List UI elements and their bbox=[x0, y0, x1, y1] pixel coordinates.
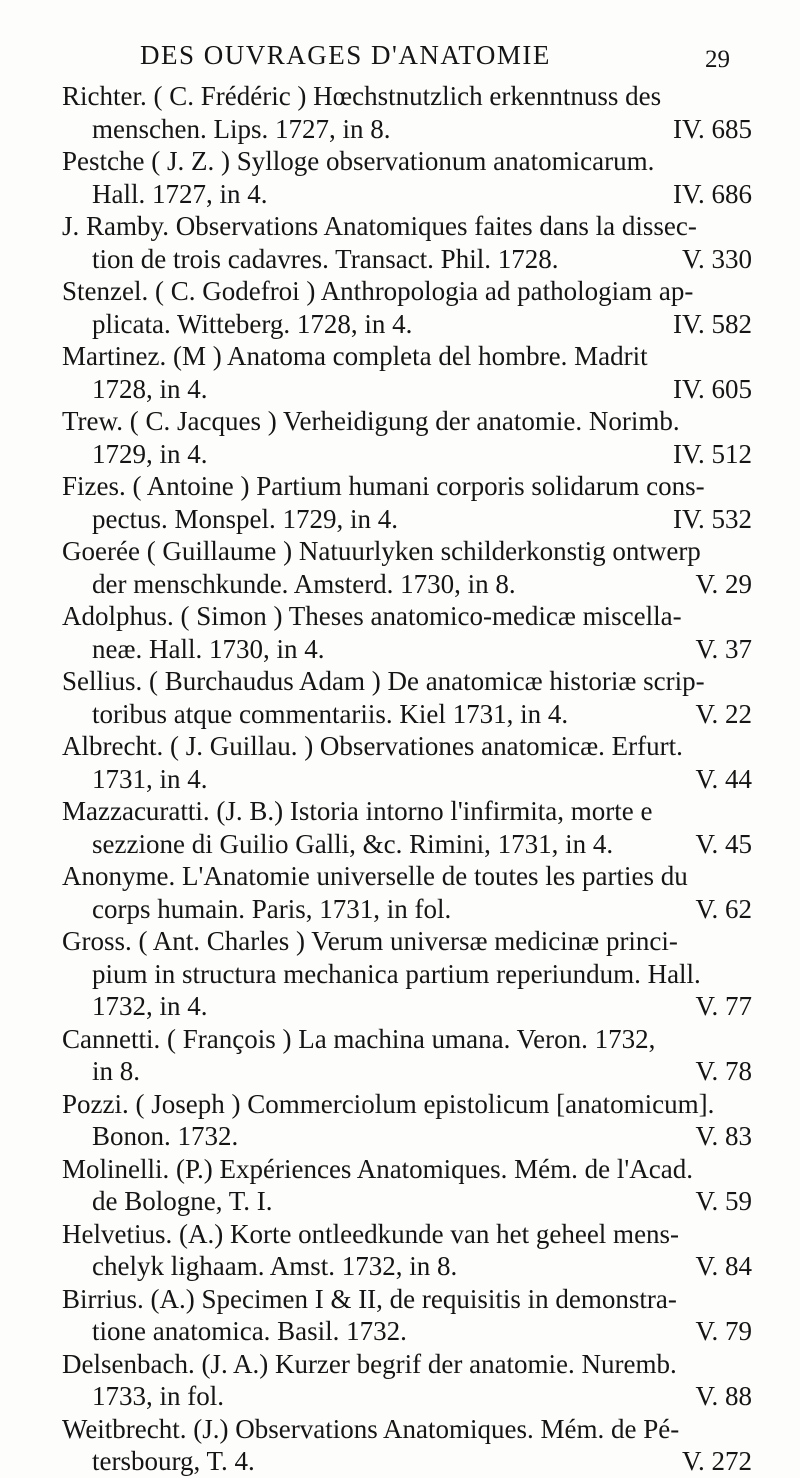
entry-line bbox=[62, 893, 752, 926]
bibliography-entry bbox=[62, 80, 752, 145]
volume-page-reference: IV. 512 bbox=[672, 438, 752, 469]
entry-text: Delsenbach. (J. A.) Kurzer begrif der anatomie. Nuremb. bbox=[62, 1348, 677, 1379]
bibliography-entry bbox=[62, 600, 752, 665]
bibliography-entry bbox=[62, 925, 752, 1023]
entry-line bbox=[62, 210, 752, 243]
entry-line bbox=[62, 1153, 752, 1186]
volume-page-reference: IV. 582 bbox=[672, 308, 752, 339]
entry-line bbox=[62, 795, 752, 828]
bibliography-entry bbox=[62, 210, 752, 275]
bibliography-entry bbox=[62, 405, 752, 470]
entry-text: Mazzacuratti. (J. B.) Istoria intorno l'infirmita, morte e bbox=[62, 796, 653, 826]
entry-text: Goerée ( Guillaume ) Natuurlyken schilderkonstig ontwerp bbox=[62, 536, 701, 566]
entry-line bbox=[62, 1250, 752, 1283]
bibliography-list bbox=[62, 80, 752, 1478]
bibliography-entry bbox=[62, 275, 752, 340]
entry-line bbox=[62, 828, 752, 861]
entry-line bbox=[62, 1413, 752, 1446]
entry-line bbox=[62, 405, 752, 438]
entry-line bbox=[62, 665, 752, 698]
entry-line bbox=[62, 1380, 752, 1413]
entry-line bbox=[62, 600, 752, 633]
entry-text: Helvetius. (A.) Korte ontleedkunde van het geheel mens- bbox=[62, 1218, 680, 1249]
entry-line bbox=[62, 373, 752, 406]
entry-line bbox=[62, 340, 752, 373]
entry-text: Molinelli. (P.) Expériences Anatomiques. Mém. de l'Acad. bbox=[62, 1153, 693, 1184]
entry-line bbox=[62, 275, 752, 308]
entry-text: tersbourg, T. 4. bbox=[92, 1446, 255, 1476]
volume-page-reference: V. 272 bbox=[681, 1446, 752, 1476]
volume-page-reference: IV. 532 bbox=[672, 503, 752, 534]
volume-page-reference: IV. 686 bbox=[672, 178, 752, 209]
entry-text: tion de trois cadavres. Transact. Phil. 1728. bbox=[92, 243, 559, 274]
volume-page-reference: V. 84 bbox=[695, 1251, 752, 1281]
entry-text: toribus atque commentariis. Kiel 1731, in 4. bbox=[92, 698, 569, 729]
volume-page-reference: IV. 605 bbox=[672, 373, 752, 404]
entry-text: de Bologne, T. I. bbox=[92, 1186, 273, 1216]
entry-line bbox=[62, 763, 752, 796]
bibliography-entry bbox=[62, 1023, 752, 1088]
bibliography-entry bbox=[62, 665, 752, 730]
volume-page-reference: V. 78 bbox=[695, 1056, 752, 1086]
volume-page-reference: V. 45 bbox=[695, 828, 752, 859]
running-title: DES OUVRAGES D'ANATOMIE bbox=[140, 40, 551, 70]
entry-line bbox=[62, 178, 752, 211]
volume-page-reference: V. 77 bbox=[695, 991, 752, 1021]
entry-text: Adolphus. ( Simon ) Theses anatomico-medicæ miscella- bbox=[62, 601, 682, 631]
entry-text: Pozzi. ( Joseph ) Commerciolum epistolicum [anatomicum]. bbox=[62, 1088, 715, 1119]
entry-text: 1732, in 4. bbox=[92, 991, 208, 1021]
bibliography-entry bbox=[62, 1218, 752, 1283]
entry-text: neæ. Hall. 1730, in 4. bbox=[92, 633, 325, 664]
entry-line bbox=[62, 470, 752, 503]
entry-line bbox=[62, 568, 752, 601]
volume-page-reference: V. 22 bbox=[695, 698, 752, 729]
bibliography-entry bbox=[62, 730, 752, 795]
entry-line bbox=[62, 438, 752, 471]
entry-text: sezzione di Guilio Galli, &c. Rimini, 1731, in 4. bbox=[92, 828, 614, 859]
volume-page-reference: IV. 685 bbox=[672, 113, 752, 144]
entry-text: plicata. Witteberg. 1728, in 4. bbox=[92, 308, 413, 339]
entry-text: 1728, in 4. bbox=[92, 373, 208, 404]
entry-line bbox=[62, 1120, 752, 1153]
entry-line bbox=[62, 535, 752, 568]
volume-page-reference: V. 44 bbox=[695, 763, 752, 794]
entry-text: menschen. Lips. 1727, in 8. bbox=[92, 113, 391, 144]
entry-text: in 8. bbox=[92, 1056, 141, 1086]
entry-line bbox=[62, 1445, 752, 1478]
entry-line bbox=[62, 1283, 752, 1316]
bibliography-entry bbox=[62, 860, 752, 925]
bibliography-entry bbox=[62, 535, 752, 600]
entry-line bbox=[62, 1055, 752, 1088]
volume-page-reference: V. 37 bbox=[695, 633, 752, 664]
entry-text: Trew. ( C. Jacques ) Verheidigung der anatomie. Norimb. bbox=[62, 406, 680, 436]
entry-line bbox=[62, 633, 752, 666]
entry-text: Weitbrecht. (J.) Observations Anatomiques. Mém. de Pé- bbox=[62, 1413, 680, 1444]
entry-line bbox=[62, 698, 752, 731]
entry-text: Sellius. ( Burchaudus Adam ) De anatomicæ historiæ scrip- bbox=[62, 666, 705, 696]
entry-text: 1731, in 4. bbox=[92, 763, 208, 794]
volume-page-reference: V. 330 bbox=[681, 243, 752, 274]
volume-page-reference: V. 83 bbox=[695, 1121, 752, 1151]
entry-text: pectus. Monspel. 1729, in 4. bbox=[92, 503, 398, 534]
entry-text: Anonyme. L'Anatomie universelle de toutes les parties du bbox=[62, 861, 688, 891]
entry-line bbox=[62, 1348, 752, 1381]
page-number: 29 bbox=[705, 46, 730, 73]
entry-text: Gross. ( Ant. Charles ) Verum universæ medicinæ princi- bbox=[62, 926, 678, 956]
entry-line bbox=[62, 145, 752, 178]
volume-page-reference: V. 29 bbox=[695, 568, 752, 599]
bibliography-entry bbox=[62, 470, 752, 535]
entry-line bbox=[62, 1023, 752, 1056]
entry-text: pium in structura mechanica partium reperiundum. Hall. bbox=[92, 958, 701, 989]
entry-text: Pestche ( J. Z. ) Sylloge observationum anatomicarum. bbox=[62, 146, 655, 176]
entry-text: Hall. 1727, in 4. bbox=[92, 178, 268, 209]
volume-page-reference: V. 79 bbox=[695, 1316, 752, 1346]
entry-text: J. Ramby. Observations Anatomiques faites dans la dissec- bbox=[62, 211, 697, 241]
volume-page-reference: V. 59 bbox=[695, 1186, 752, 1216]
entry-text: 1733, in fol. bbox=[92, 1381, 224, 1411]
entry-text: Stenzel. ( C. Godefroi ) Anthropologia ad pathologiam ap- bbox=[62, 276, 694, 306]
bibliography-entry bbox=[62, 340, 752, 405]
bibliography-entry bbox=[62, 1153, 752, 1218]
entry-text: der menschkunde. Amsterd. 1730, in 8. bbox=[92, 568, 516, 599]
bibliography-entry bbox=[62, 1088, 752, 1153]
entry-text: corps humain. Paris, 1731, in fol. bbox=[92, 893, 452, 924]
entry-text: Albrecht. ( J. Guillau. ) Observationes anatomicæ. Erfurt. bbox=[62, 731, 683, 761]
bibliography-entry bbox=[62, 1348, 752, 1413]
entry-line bbox=[62, 243, 752, 276]
bibliography-entry bbox=[62, 145, 752, 210]
entry-text: chelyk lighaam. Amst. 1732, in 8. bbox=[92, 1251, 458, 1281]
page-header bbox=[0, 38, 800, 78]
bibliography-entry bbox=[62, 1413, 752, 1478]
entry-text: 1729, in 4. bbox=[92, 438, 208, 469]
entry-line bbox=[62, 860, 752, 893]
entry-text: Bonon. 1732. bbox=[92, 1121, 239, 1151]
entry-line bbox=[62, 1185, 752, 1218]
entry-line bbox=[62, 958, 752, 991]
entry-line bbox=[62, 730, 752, 763]
bibliography-entry bbox=[62, 795, 752, 860]
entry-line bbox=[62, 1218, 752, 1251]
entry-text: Richter. ( C. Frédéric ) Hœchstnutzlich erkenntnuss des bbox=[62, 81, 662, 111]
entry-line bbox=[62, 1315, 752, 1348]
volume-page-reference: V. 62 bbox=[695, 893, 752, 924]
entry-line bbox=[62, 308, 752, 341]
entry-line bbox=[62, 990, 752, 1023]
entry-line bbox=[62, 113, 752, 146]
bibliography-entry bbox=[62, 1283, 752, 1348]
entry-text: tione anatomica. Basil. 1732. bbox=[92, 1316, 407, 1346]
entry-text: Birrius. (A.) Specimen I & II, de requisitis in demonstra- bbox=[62, 1283, 677, 1314]
entry-text: Martinez. (M ) Anatoma completa del hombre. Madrit bbox=[62, 341, 648, 371]
entry-text: Fizes. ( Antoine ) Partium humani corporis solidarum cons- bbox=[62, 471, 705, 501]
entry-line bbox=[62, 1088, 752, 1121]
entry-line bbox=[62, 925, 752, 958]
entry-line bbox=[62, 503, 752, 536]
volume-page-reference: V. 88 bbox=[695, 1381, 752, 1411]
entry-text: Cannetti. ( François ) La machina umana. Veron. 1732, bbox=[62, 1023, 656, 1054]
entry-line bbox=[62, 80, 752, 113]
